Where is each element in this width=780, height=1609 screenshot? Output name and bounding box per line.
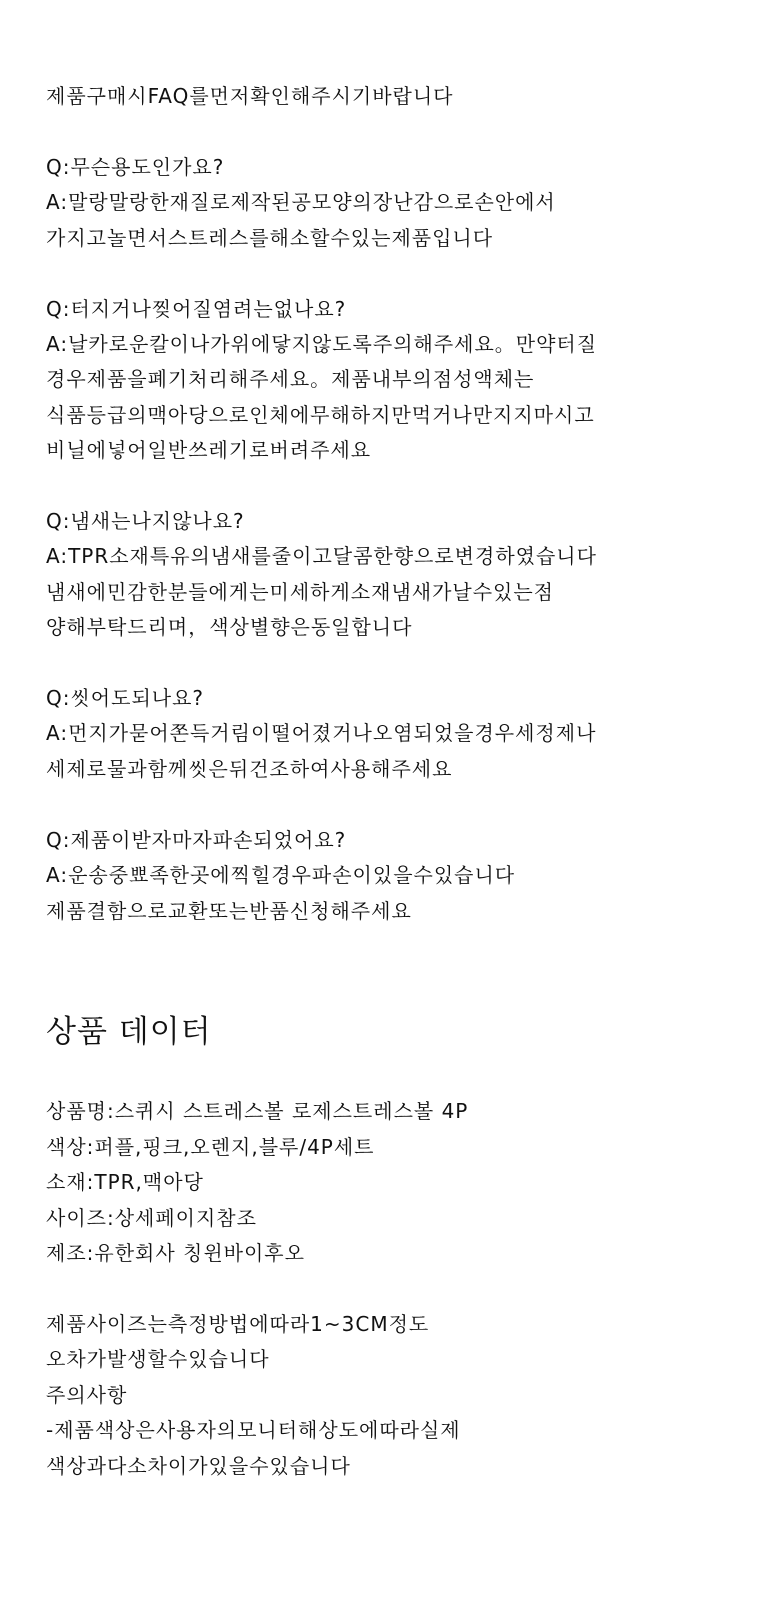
faq-answer-3-line-2: 냄새에민감한분들에게는미세하게소재냄새가날수있는점 bbox=[46, 580, 554, 604]
faq-intro: 제품구매시FAQ를먼저확인해주시기바랍니다 bbox=[46, 84, 454, 108]
faq-question-4: Q:씻어도되나요? bbox=[46, 686, 205, 710]
faq-answer-4-line-1: A:먼지가묻어쫀득거림이떨어졌거나오염되었을경우세정제나 bbox=[46, 721, 597, 745]
faq-question-2: Q:터지거나찢어질염려는없나요? bbox=[46, 297, 347, 321]
product-detail-size: 사이즈:상세페이지참조 bbox=[46, 1206, 257, 1230]
faq-answer-1-line-2: 가지고놀면서스트레스를해소할수있는제품입니다 bbox=[46, 226, 494, 250]
faq-answer-5-line-2: 제품결함으로교환또는반품신청해주세요 bbox=[46, 899, 412, 923]
faq-answer-2-line-2: 경우제품을폐기처리해주세요。제품내부의점성액체는 bbox=[46, 367, 535, 391]
product-data-heading: 상품 데이터 bbox=[46, 1014, 212, 1050]
faq-answer-2-line-1: A:날카로운칼이나가위에닿지않도록주의해주세요。만약터질 bbox=[46, 332, 598, 356]
caution-heading: 주의사항 bbox=[46, 1383, 128, 1407]
product-detail-manufacturer: 제조:유한회사 칭윈바이후오 bbox=[46, 1241, 305, 1265]
faq-answer-3-line-1: A:TPR소재특유의냄새를줄이고달콤한향으로변경하였습니다 bbox=[46, 544, 597, 568]
faq-answer-2-line-4: 비닐에넣어일반쓰레기로버려주세요 bbox=[46, 438, 372, 462]
faq-question-3: Q:냄새는나지않나요? bbox=[46, 509, 245, 533]
faq-answer-1-line-1: A:말랑말랑한재질로제작된공모양의장난감으로손안에서 bbox=[46, 190, 556, 214]
faq-answer-5-line-1: A:운송중뾰족한곳에찍힐경우파손이있을수있습니다 bbox=[46, 863, 516, 887]
caution-line-2: 색상과다소차이가있을수있습니다 bbox=[46, 1454, 351, 1478]
product-detail-color: 색상:퍼플,핑크,오렌지,블루/4P세트 bbox=[46, 1135, 375, 1159]
product-detail-name: 상품명:스퀴시 스트레스볼 로제스트레스볼 4P bbox=[46, 1099, 469, 1123]
faq-answer-2-line-3: 식품등급의맥아당으로인체에무해하지만먹거나만지지마시고 bbox=[46, 403, 595, 427]
size-note-line-1: 제품사이즈는측정방법에따라1~3CM정도 bbox=[46, 1312, 430, 1336]
faq-answer-4-line-2: 세제로물과함께씻은뒤건조하여사용해주세요 bbox=[46, 757, 453, 781]
faq-question-5: Q:제품이받자마자파손되었어요? bbox=[46, 828, 347, 852]
faq-question-1: Q:무슨용도인가요? bbox=[46, 155, 225, 179]
caution-line-1: -제품색상은사용자의모니터해상도에따라실제 bbox=[46, 1418, 461, 1442]
size-note-line-2: 오차가발생할수있습니다 bbox=[46, 1347, 270, 1371]
faq-answer-3-line-3: 양해부탁드리며，색상별향은동일합니다 bbox=[46, 615, 413, 639]
product-detail-material: 소재:TPR,맥아당 bbox=[46, 1170, 204, 1194]
